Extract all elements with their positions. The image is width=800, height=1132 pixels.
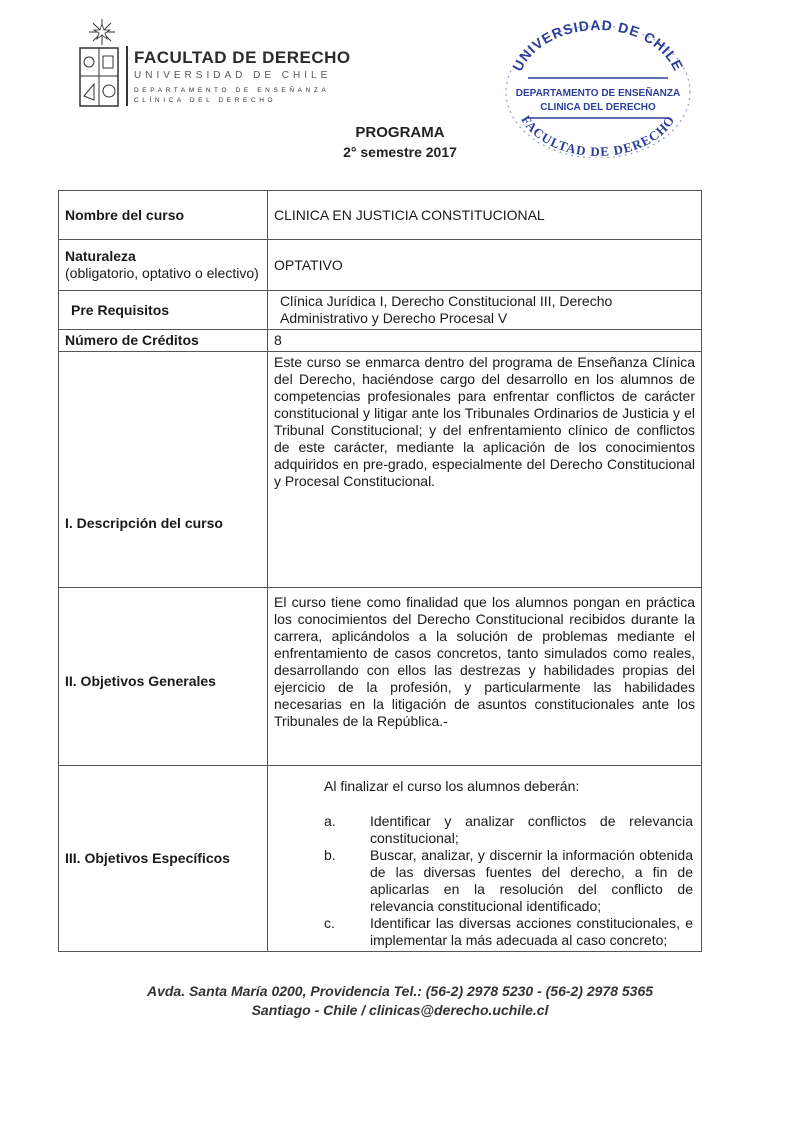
stamp-line-1: DEPARTAMENTO DE ENSEÑANZA <box>515 88 681 99</box>
stamp-top-arc: UNIVERSIDAD DE CHILE <box>509 16 687 74</box>
label-naturaleza-sub: (obligatorio, optativo o electivo) <box>65 265 259 281</box>
label-objetivos-generales: II. Objetivos Generales <box>59 588 268 766</box>
label-nombre: Nombre del curso <box>59 191 268 240</box>
value-naturaleza: OPTATIVO <box>268 240 702 291</box>
value-creditos: 8 <box>268 330 702 352</box>
value-objetivos-generales: El curso tiene como finalidad que los alumnos pongan en práctica los conocimientos del Derecho Constitucional recibidos durante la carrera, aplicándolos a la solución de problemas mediante el enfrentamiento de casos concretos, tanto simulados como reales, desarrollando con ellos las destrezas y habilidades propias del ejercicio de la profesión, y particularmente las habilidades necesarias en la litigación de asuntos constitucionales ante los Tribunales de la República.- <box>268 588 702 766</box>
letterhead-divider <box>126 46 128 106</box>
university-crest-icon <box>78 46 120 108</box>
item-key: a. <box>324 813 336 829</box>
footer-line-2: Santiago - Chile / clinicas@derecho.uchile.cl <box>251 1002 549 1018</box>
label-naturaleza-cell <box>59 240 268 291</box>
program-table <box>58 190 702 952</box>
table-row <box>59 588 702 766</box>
label-creditos: Número de Créditos <box>59 330 268 352</box>
table-row <box>59 330 702 352</box>
label-descripcion: I. Descripción del curso <box>59 352 268 588</box>
value-descripcion: Este curso se enmarca dentro del programa de Enseñanza Clínica del Derecho, haciéndose cargo del desarrollo en los alumnos de competencias profesionales para enfrentar conflictos de carácter constitucional y litigar ante los Tribunales Ordinarios de Justicia y el Tribunal Constitucional; y del enfrentamiento clínico de conflictos de este carácter, mediante la aplicación de los conocimientos adquiridos en pre-grado, especialmente del Derecho Constitucional y Procesal Constitucional. <box>268 352 702 588</box>
value-objetivos-especificos <box>268 766 702 952</box>
svg-text:UNIVERSIDAD DE CHILE <box>509 17 687 74</box>
label-prerequisitos: Pre Requisitos <box>59 291 268 330</box>
item-key: c. <box>324 915 335 931</box>
footer-address <box>0 982 800 1020</box>
item-text: Buscar, analizar, y discernir la información obtenida de las diversas fuentes del derecho, a fin de aplicarlas en la resolución del conflicto de relevancia constitucional identificado; <box>370 847 693 914</box>
list-item <box>324 915 693 949</box>
item-text: Identificar y analizar conflictos de relevancia constitucional; <box>370 813 693 846</box>
title-programa: PROGRAMA <box>355 124 445 141</box>
stamp-bottom-arc: FACULTAD DE DERECHO <box>518 112 678 158</box>
department-line-1: DEPARTAMENTO DE ENSEÑANZA <box>134 87 330 94</box>
value-nombre: CLINICA EN JUSTICIA CONSTITUCIONAL <box>268 191 702 240</box>
item-text: Identificar las diversas acciones constitucionales, e implementar la más adecuada al caso concreto; <box>370 915 693 948</box>
label-naturaleza: Naturaleza <box>65 248 136 264</box>
objetivos-intro: Al finalizar el curso los alumnos deberán: <box>324 778 580 794</box>
department-line-2: CLÍNICA DEL DERECHO <box>134 97 277 104</box>
table-row <box>59 352 702 588</box>
table-row <box>59 240 702 291</box>
list-item <box>324 813 693 847</box>
table-row <box>59 191 702 240</box>
list-item <box>324 847 693 915</box>
item-key: b. <box>324 847 336 863</box>
table-row <box>59 291 702 330</box>
document-title <box>0 124 800 160</box>
star-emblem-icon <box>88 18 116 46</box>
value-prerequisitos: Clínica Jurídica I, Derecho Constitucional III, Derecho Administrativo y Derecho Procesal V <box>268 291 702 330</box>
label-objetivos-especificos: III. Objetivos Específicos <box>59 766 268 952</box>
stamp-line-2: CLINICA DEL DERECHO <box>540 102 656 113</box>
university-name: UNIVERSIDAD DE CHILE <box>134 70 332 81</box>
faculty-name: FACULTAD DE DERECHO <box>134 48 351 67</box>
faculty-letterhead <box>78 18 351 108</box>
footer-line-1: Avda. Santa María 0200, Providencia Tel.: (56-2) 2978 5230 - (56-2) 2978 5365 <box>146 983 654 999</box>
table-row <box>59 766 702 952</box>
title-semester: 2° semestre 2017 <box>343 144 457 160</box>
